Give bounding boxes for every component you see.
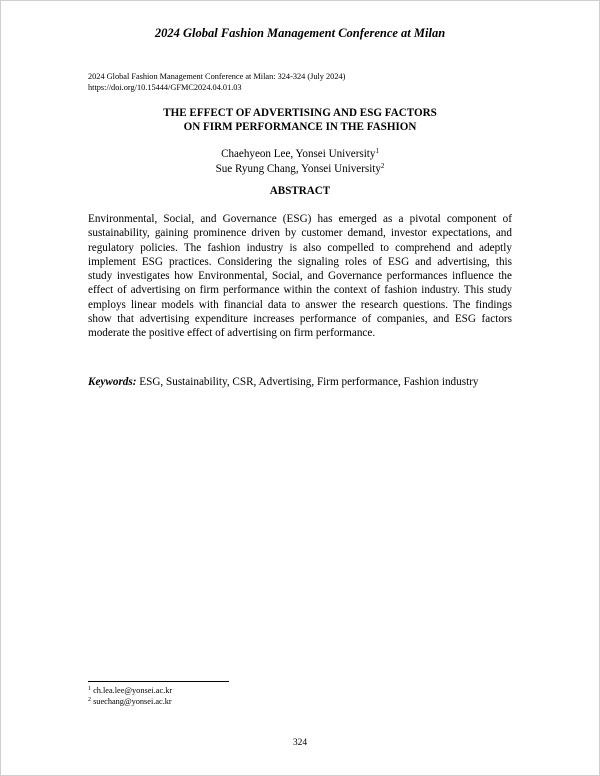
footnote-mark: 1 [88,686,91,692]
footnote-mark: 2 [88,697,91,703]
keywords [88,376,479,388]
footnote-mark: 1 [375,147,379,155]
abstract-line: effect of advertising on firm performance within the context of fashion industry. This study [88,284,512,297]
footnote [88,697,172,707]
footnote-mark: 2 [380,161,385,170]
author-name: Chaehyeon Lee, Yonsei University [221,148,376,160]
footnote-email: suechang@yonsei.ac.kr [93,697,172,706]
abstract-line: Environmental, Social, and Governance (ESG) has emerged as a pivotal component of [88,213,512,225]
abstract-line: study investigates how Environmental, Social, and Governance performances influence the [88,270,512,282]
footnote-divider [88,681,229,682]
footnote-email: ch.lea.lee@yonsei.ac.kr [93,686,173,695]
page-number: 324 [292,738,308,748]
keywords-text: ESG, Sustainability, CSR, Advertising, Firm performance, Fashion industry [139,376,479,388]
doi-link[interactable]: https://doi.org/10.15444/GFMC2024.04.01.03 [88,83,242,92]
keywords-label: Keywords: [88,376,137,388]
conference-header: 2024 Global Fashion Management Conference at Milan [154,26,446,40]
paper-title-line: ON FIRM PERFORMANCE IN THE FASHION [183,120,417,133]
abstract-body [88,212,512,340]
abstract-line: sustainability, gaining prominence driven by customer demand, investor expectations, and [88,227,512,240]
citation-line: 2024 Global Fashion Management Conference at Milan: 324-324 (July 2024) [88,72,346,81]
abstract-line: implement ESG practices. Considering the signaling roles of ESG and advertising, this [88,255,512,268]
abstract-line: regulatory policies. The fashion industry is also compelled to comprehend and adeptly [88,241,512,254]
footnote [88,686,172,696]
abstract-line: moderate the positive effect of advertising on firm performance. [88,327,376,339]
abstract-line: employs linear models with financial data to answer the research questions. The findings [88,298,512,311]
abstract-heading: ABSTRACT [269,185,331,197]
author-list [60,147,540,176]
author [60,147,540,162]
paper-title-line: THE EFFECT OF ADVERTISING AND ESG FACTORS [163,107,437,119]
abstract-line: show that advertising expenditure increases performance of companies, and ESG factors [88,312,512,325]
author-name: Sue Ryung Chang, Yonsei University [215,162,381,175]
paper-title [60,107,540,134]
author [60,162,540,177]
